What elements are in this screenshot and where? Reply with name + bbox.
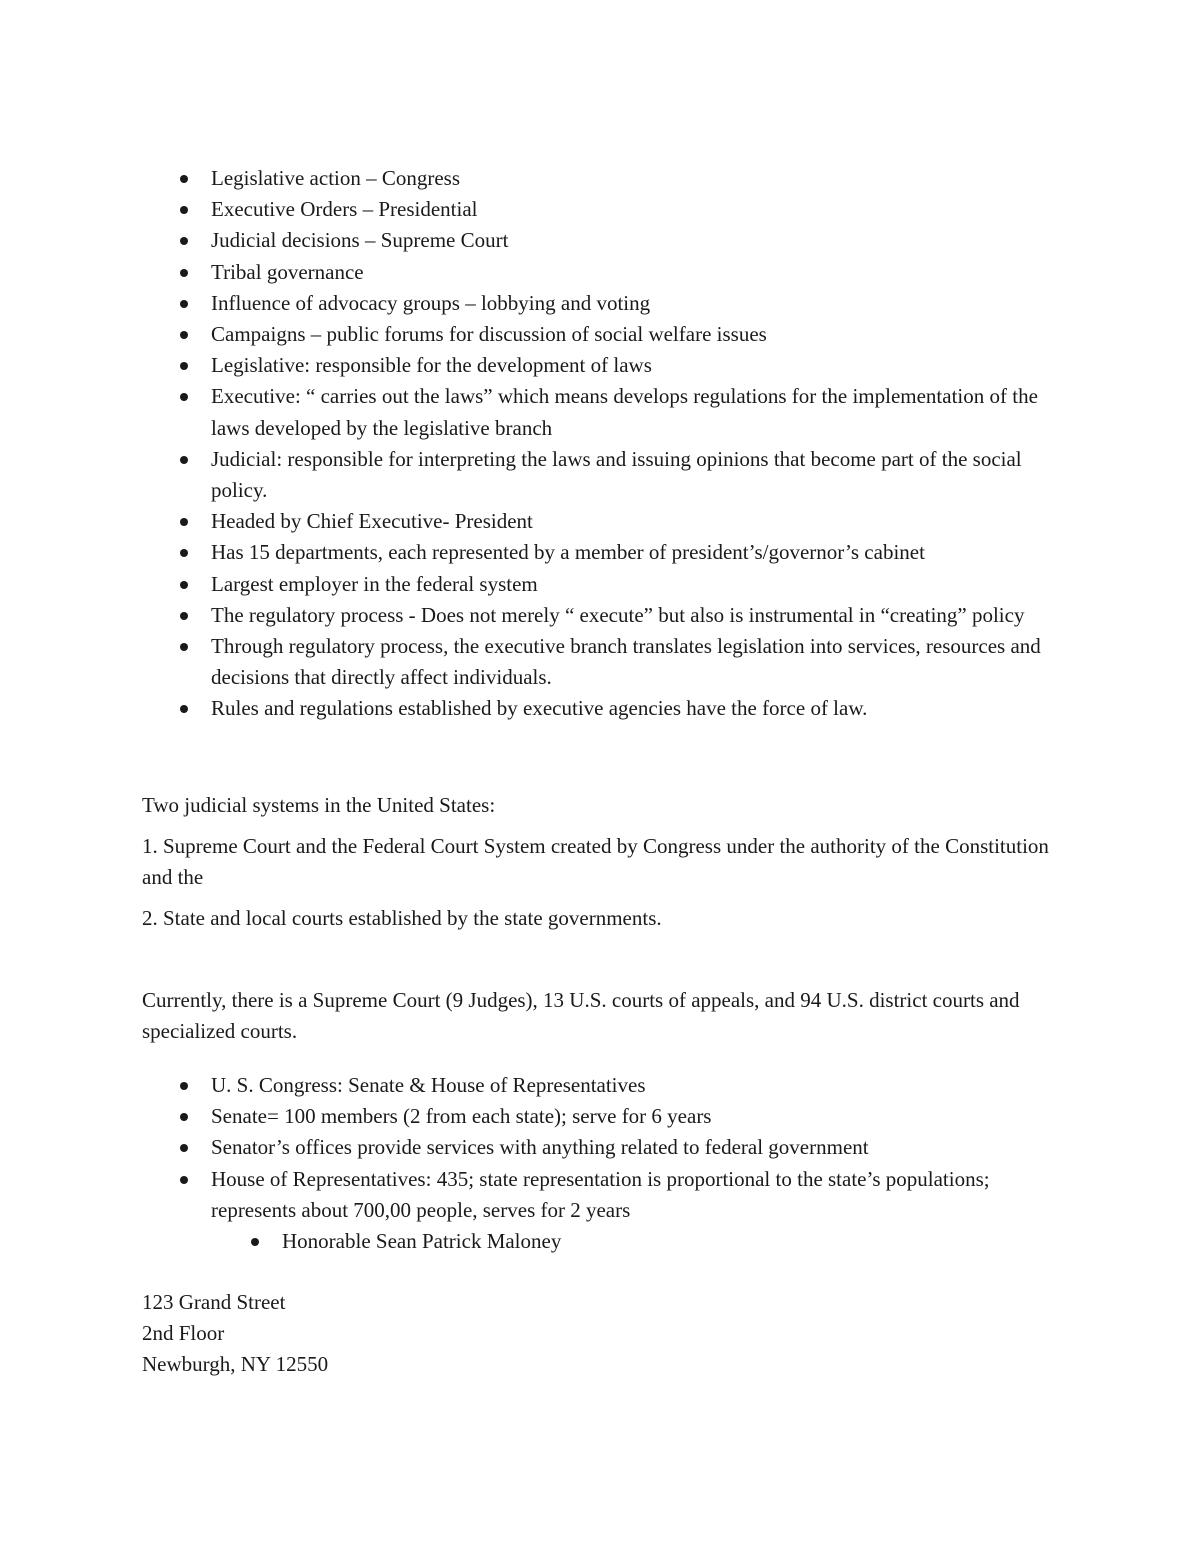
address-city: Newburgh, NY 12550: [142, 1352, 329, 1377]
list-item: Tribal governance: [211, 257, 1071, 288]
list-item: Judicial decisions – Supreme Court: [211, 225, 1071, 256]
address-floor: 2nd Floor: [142, 1321, 225, 1346]
list-item: Honorable Sean Patrick Maloney: [282, 1226, 982, 1257]
courts-paragraph: Currently, there is a Supreme Court (9 Judges), 13 U.S. courts of appeals, and 94 U.S. district courts and specialized courts.: [142, 988, 1020, 1044]
address-block: [142, 1287, 1062, 1381]
list-item: Executive: “ carries out the laws” which means develops regulations for the implementation of the laws developed by the legislative branch: [211, 381, 1071, 443]
list-item: Legislative: responsible for the development of laws: [211, 350, 1071, 381]
list-item: U. S. Congress: Senate & House of Representatives: [211, 1070, 1071, 1101]
list-item: Influence of advocacy groups – lobbying and voting: [211, 288, 1071, 319]
judicial-heading: Two judicial systems in the United States:: [142, 793, 496, 817]
list-item: Through regulatory process, the executive branch translates legislation into services, resources and decisions that directly affect individuals.: [211, 631, 1071, 693]
list-item: Largest employer in the federal system: [211, 569, 1071, 600]
bullet-list-congress: [211, 1070, 1071, 1226]
list-item: Headed by Chief Executive- President: [211, 506, 1071, 537]
bullet-list-branches: [211, 163, 1071, 725]
list-item: Senator’s offices provide services with anything related to federal government: [211, 1132, 1071, 1163]
address-street: 123 Grand Street: [142, 1290, 286, 1314]
list-item: Has 15 departments, each represented by a member of president’s/governor’s cabinet: [211, 537, 1071, 568]
judicial-item-1: 1. Supreme Court and the Federal Court System created by Congress under the authority of the Constitution and the: [142, 834, 1049, 890]
list-item: Legislative action – Congress: [211, 163, 1071, 194]
list-item: The regulatory process - Does not merely “ execute” but also is instrumental in “creating” policy: [211, 600, 1071, 631]
list-item: Judicial: responsible for interpreting the laws and issuing opinions that become part of the social policy.: [211, 444, 1071, 506]
list-item: Campaigns – public forums for discussion of social welfare issues: [211, 319, 1071, 350]
sub-bullet-list: [282, 1226, 982, 1257]
judicial-item-2: 2. State and local courts established by the state governments.: [142, 906, 662, 930]
list-item: Senate= 100 members (2 from each state); serve for 6 years: [211, 1101, 1071, 1132]
list-item: Executive Orders – Presidential: [211, 194, 1071, 225]
list-item: Rules and regulations established by executive agencies have the force of law.: [211, 693, 1071, 724]
list-item: House of Representatives: 435; state representation is proportional to the state’s populations; represents about 700,00 people, serves for 2 years: [211, 1164, 1071, 1226]
